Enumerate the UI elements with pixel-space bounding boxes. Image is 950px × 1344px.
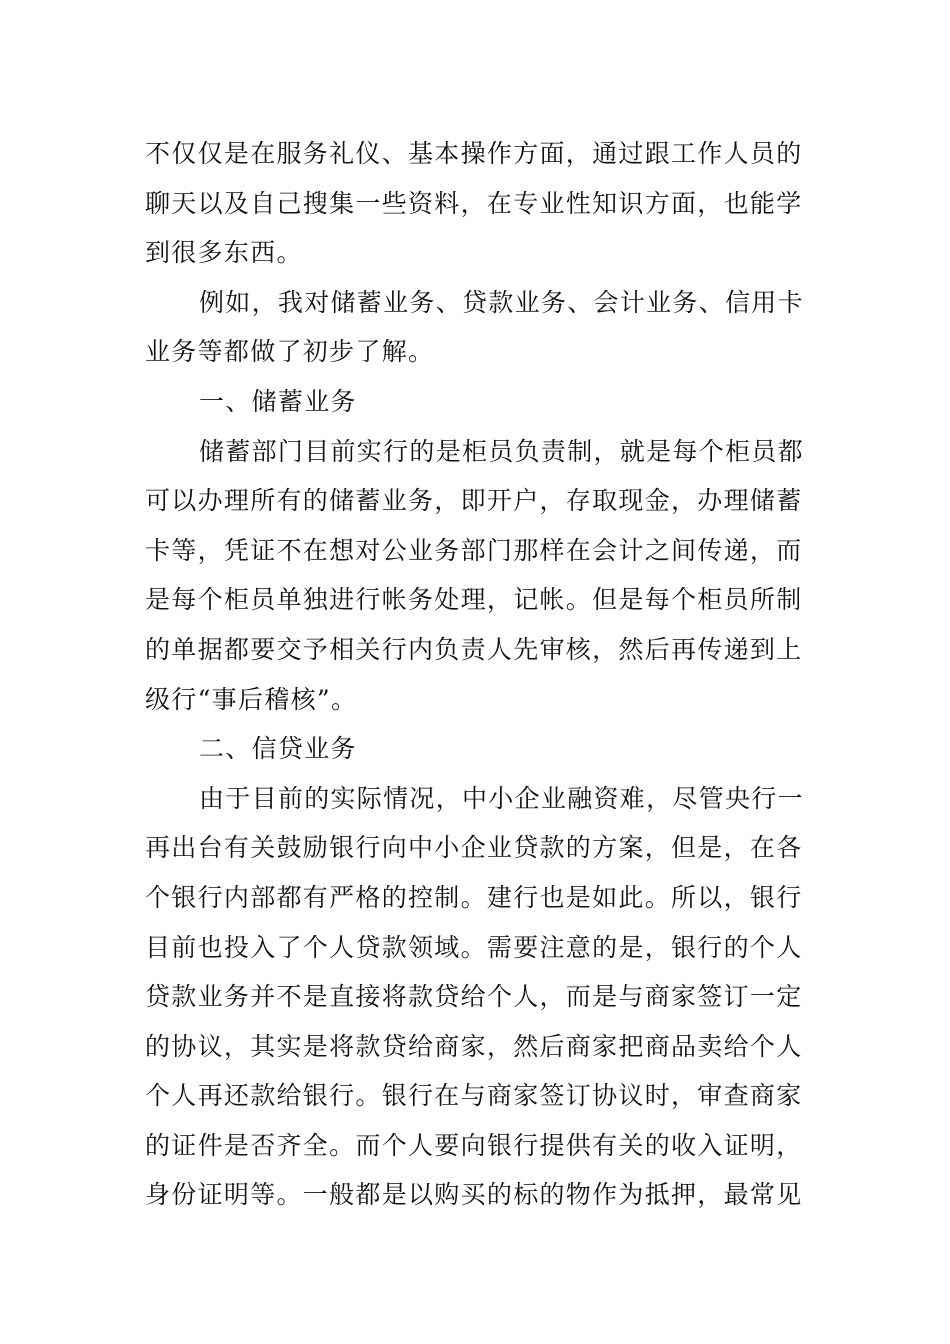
text-line: 个人再还款给银行。银行在与商家签订协议时，审查商家 bbox=[145, 1081, 803, 1111]
text-line: 例如，我对储蓄业务、贷款业务、会计业务、信用卡 bbox=[199, 287, 804, 317]
text-line: 贷款业务并不是直接将款贷给个人，而是与商家签订一定 bbox=[145, 982, 803, 1012]
document-body bbox=[145, 129, 807, 1220]
text-line: 再出台有关鼓励银行向中小企业贷款的方案，但是，在各 bbox=[145, 833, 803, 863]
text-line: 的证件是否齐全。而个人要向银行提供有关的收入证明， bbox=[145, 1130, 803, 1160]
text-line: 由于目前的实际情况，中小企业融资难，尽管央行一 bbox=[199, 783, 804, 813]
section-heading-credit: 二、信贷业务 bbox=[199, 734, 357, 764]
text-line: 身份证明等。一般都是以购买的标的物作为抵押，最常见 bbox=[145, 1180, 803, 1210]
text-line: 业务等都做了初步了解。 bbox=[145, 337, 435, 367]
text-line: 目前也投入了个人贷款领域。需要注意的是，银行的个人 bbox=[145, 932, 803, 962]
text-line: 级行“事后稽核”。 bbox=[145, 684, 358, 714]
text-line: 聊天以及自己搜集一些资料，在专业性知识方面，也能学 bbox=[145, 188, 803, 218]
text-line: 到很多东西。 bbox=[145, 238, 303, 268]
text-line: 的单据都要交予相关行内负责人先审核，然后再传递到上 bbox=[145, 634, 803, 664]
text-line: 卡等，凭证不在想对公业务部门那样在会计之间传递，而 bbox=[145, 535, 803, 565]
text-line: 的协议，其实是将款贷给商家，然后商家把商品卖给个人 bbox=[145, 1031, 803, 1061]
text-line: 是每个柜员单独进行帐务处理，记帐。但是每个柜员所制 bbox=[145, 585, 803, 615]
text-line: 不仅仅是在服务礼仪、基本操作方面，通过跟工作人员的 bbox=[145, 139, 803, 168]
text-line: 个银行内部都有严格的控制。建行也是如此。所以，银行 bbox=[145, 882, 803, 912]
text-line: 可以办理所有的储蓄业务，即开户，存取现金，办理储蓄 bbox=[145, 486, 803, 516]
section-heading-savings: 一、储蓄业务 bbox=[199, 386, 357, 416]
text-line: 储蓄部门目前实行的是柜员负责制，就是每个柜员都 bbox=[199, 436, 804, 466]
